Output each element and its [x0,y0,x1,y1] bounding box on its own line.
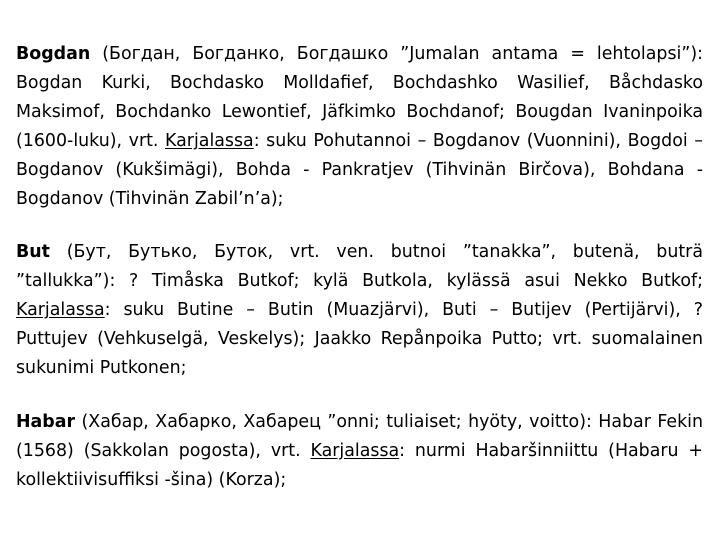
entry-text: : suku Butine – Butin (Muazjärvi), Buti – Butijev (Pertijärvi), ? Puttujev (Vehkuselgä, Veskelys); Jaakko Repånpoika Putto; vrt. suomalainen sukunimi Putkonen; [16,300,703,379]
entry-headword: Habar [16,411,76,432]
entry-text: (Богдан, Богданко, Богдашко ”Jumalan antama = lehtolapsi”): Bogdan Kurki, Bochdasko Molldafief, Bochdashko Wasilief, Båchdasko Maksimof, Bochdanko Lewontief, Jäfkimko Bochdanof; Bougdan Ivaninpoika (1600-luku), vrt. [16,44,703,151]
dictionary-entry-but [16,238,703,383]
entry-headword: Bogdan [16,44,91,64]
underlined-term: Karjalassa [310,440,400,461]
underlined-term: Karjalassa [16,300,105,321]
entry-text: : nurmi Habaršinniittu (Habaru + kollektiivisuffiksi -šina) (Korza); [16,440,703,490]
entry-text: : suku Pohutannoi – Bogdanov (Vuonnini), Bogdoi – Bogdanov (Kukšimägi), Bohda - Pankratjev (Tihvinän Birčova), Bohdana - Bogdanov (Tihvinän Zabil’n’a); [16,130,703,209]
entry-headword: But [16,242,50,263]
underlined-term: Karjalassa [165,130,254,151]
dictionary-entry-habar [16,408,703,495]
entry-text: (Хабар, Хабарко, Хабарец ”onni; tuliaiset; hyöty, voitto): Habar Fekin (1568) (Sakkolan pogosta), vrt. [16,411,703,461]
entry-text: (Бут, Бутько, Буток, vrt. ven. butnoi ”tanakka”, butenä, buträ ”tallukka”): ? Timåska Butkof; kylä Butkola, kylässä asui Nekko Butkof; [16,242,703,292]
dictionary-entry-bogdan [16,40,703,213]
